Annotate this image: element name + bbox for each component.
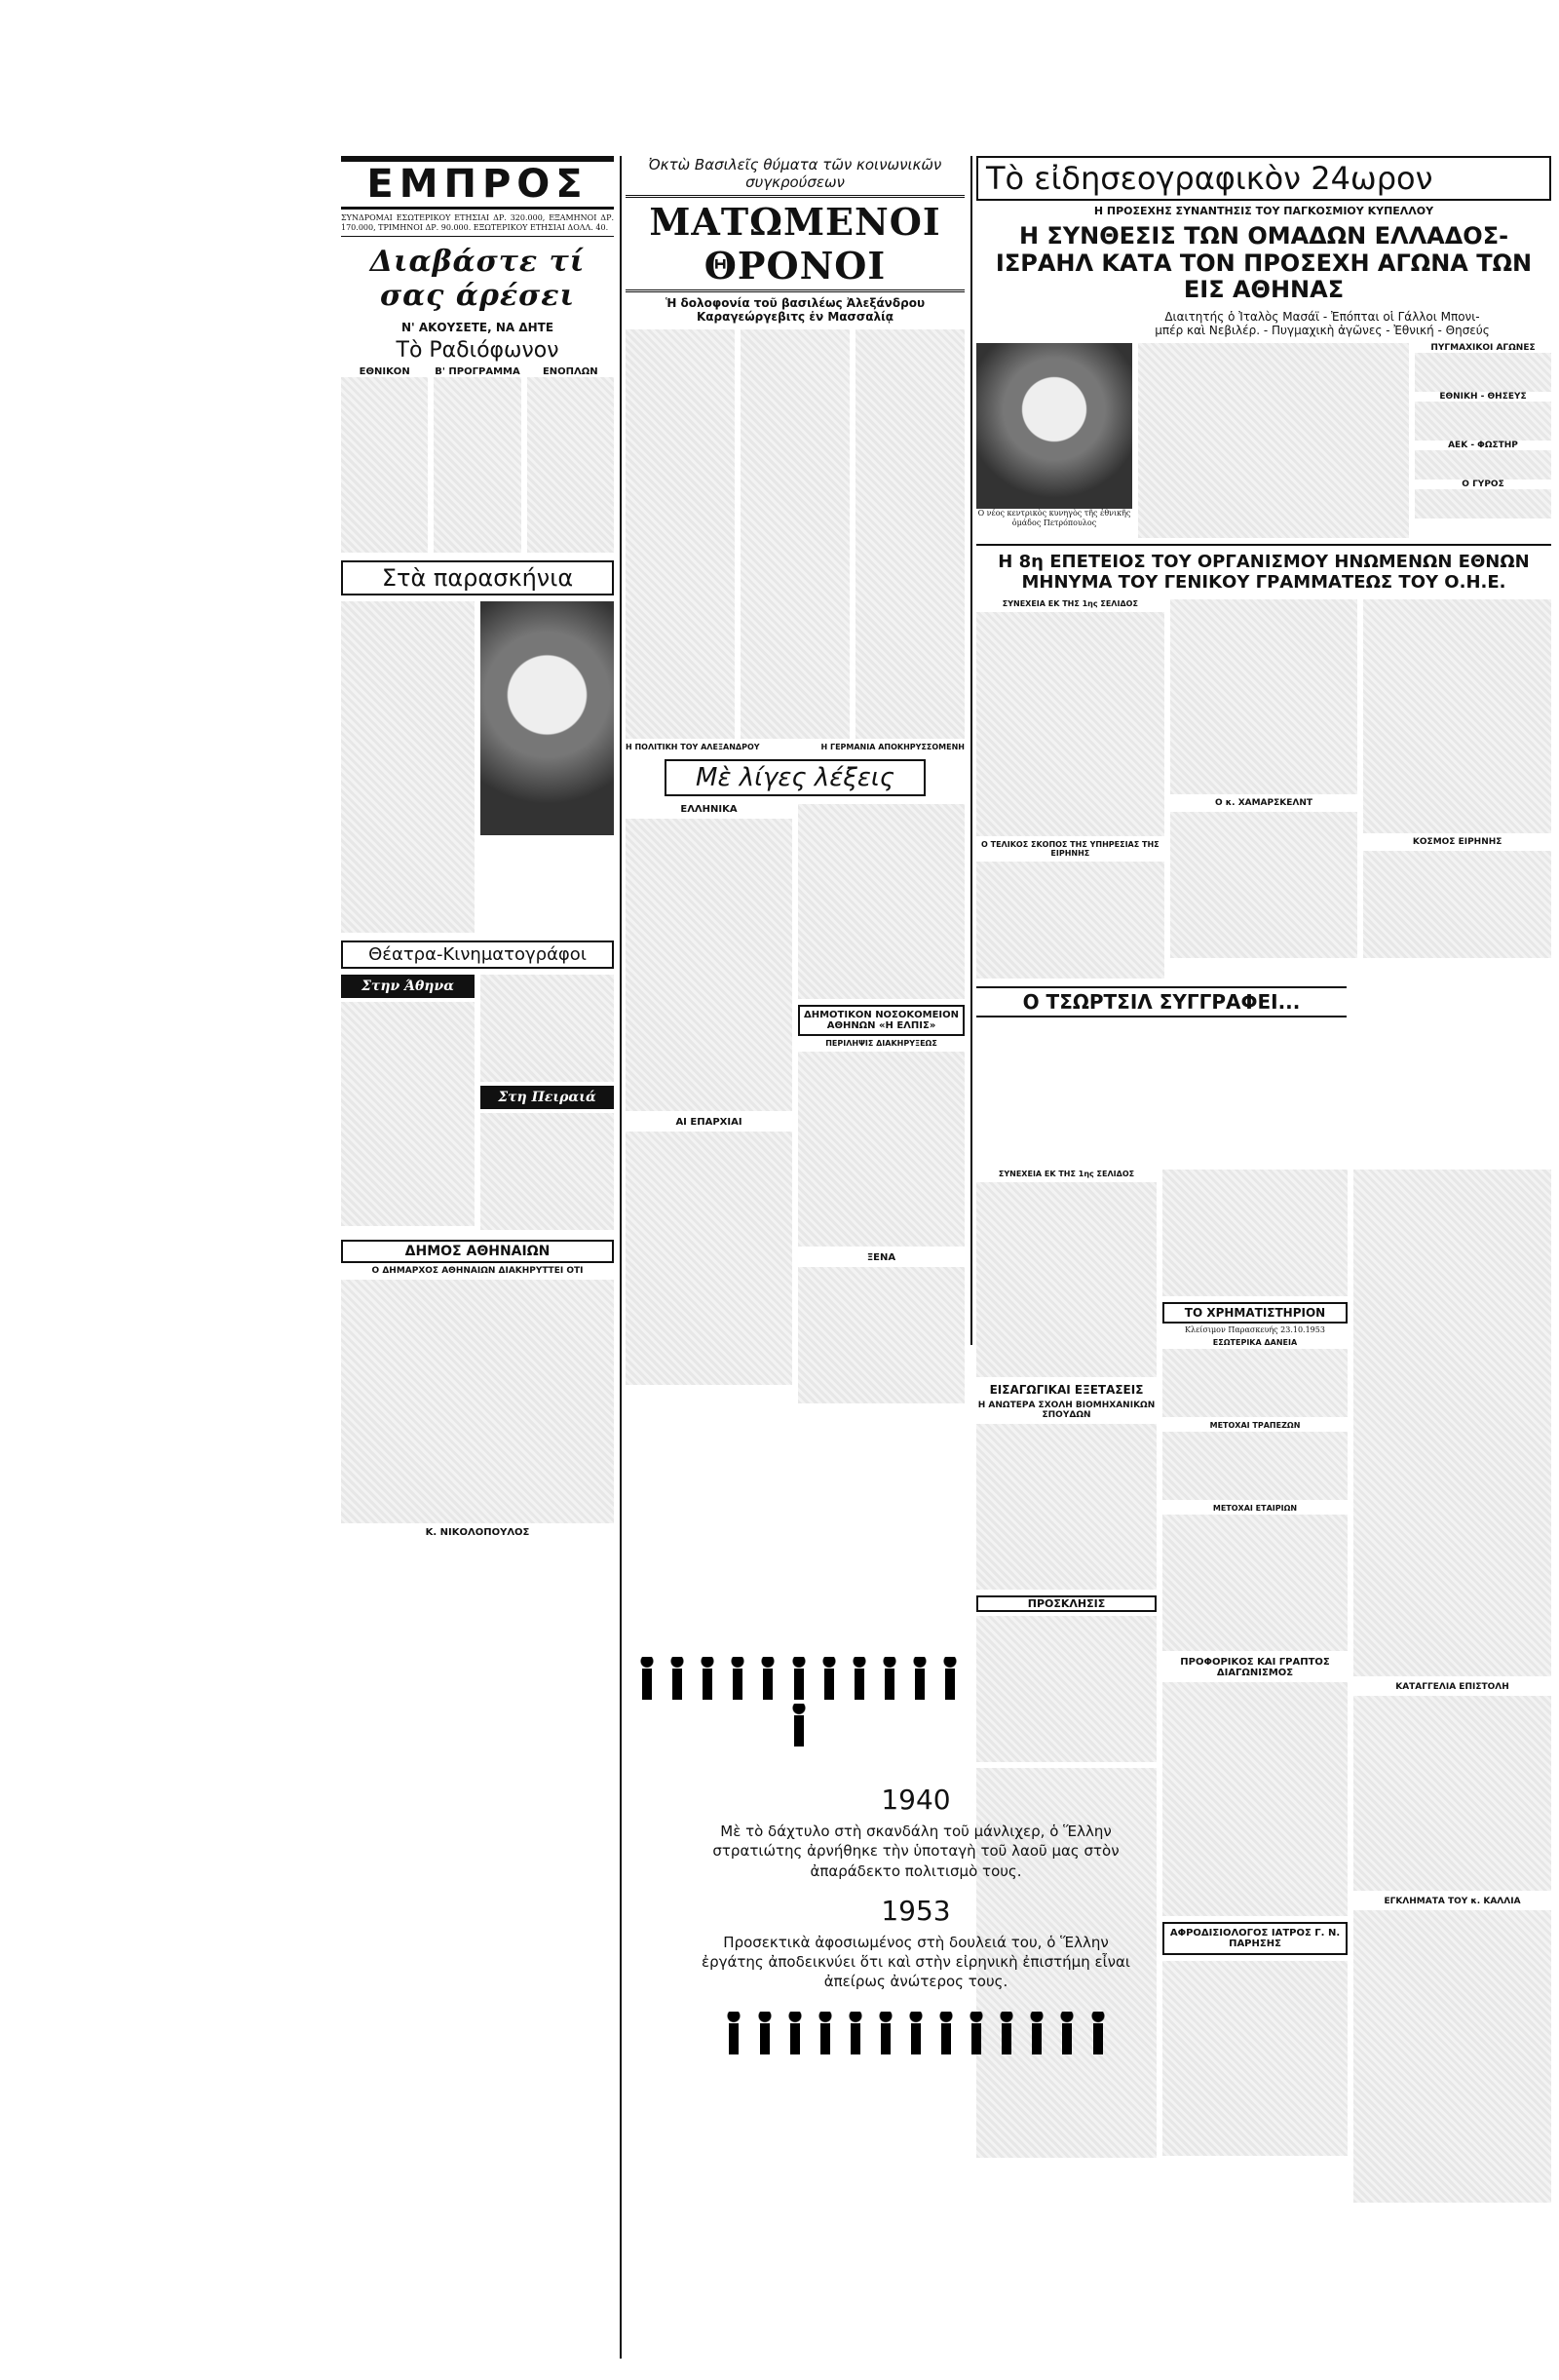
article-text bbox=[741, 329, 850, 739]
section-germania: Η ΓΕΡΜΑΝΙΑ ΑΠΟΚΗΡΥΣΣΟΜΕΝΗ bbox=[820, 743, 965, 751]
ad-peiraia: Στη Πειραιά bbox=[480, 1086, 614, 1109]
gyros-head: Ο ΓΥΡΟΣ bbox=[1462, 479, 1504, 489]
radio-b-programma: Β' ΠΡΟΓΡΑΜΜΑ bbox=[435, 366, 520, 377]
dimos-head: ΔΗΜΟΣ ΑΘΗΝΑΙΩΝ bbox=[341, 1240, 614, 1263]
radio-kicker: Ν' ΑΚΟΥΣΕΤΕ, ΝΑ ΔΗΤΕ bbox=[400, 321, 554, 334]
un-cont: ΣΥΝΕΧΕΙΑ ΕΚ ΤΗΣ 1ης ΣΕΛΙΔΟΣ bbox=[1002, 598, 1138, 608]
stock-head: ΤΟ ΧΡΗΜΑΤΙΣΤΗΡΙΟΝ bbox=[1162, 1302, 1348, 1324]
section-rule bbox=[976, 544, 1551, 546]
worker-figure bbox=[725, 2012, 742, 2054]
few-words-head: Μὲ λίγες λέξεις bbox=[665, 759, 926, 796]
stock-sec2: ΜΕΤΟΧΑΙ ΤΡΑΠΕΖΩΝ bbox=[1209, 1421, 1301, 1430]
ethniki-head: ΕΘΝΙΚΗ - ΘΗΣΕΥΣ bbox=[1439, 391, 1527, 402]
soldier-figure bbox=[790, 1704, 808, 1747]
subscription-note: ΣΥΝΔΡΟΜΑΙ ΕΣΩΤΕΡΙΚΟΥ ΕΤΗΣΙΑΙ ΔΡ. 320.000, ΕΞΑΜΗΝΟΙ ΔΡ. 170.000, ΤΡΙΜΗΝΟΙ ΔΡ. 90.000. ΕΞΩΤΕΡΙΚΟΥ ΕΤΗΣΙΑΙ ΔΟΛΛ. 40. bbox=[341, 213, 614, 237]
right-title: Τὸ εἰδησεογραφικὸν 24ωρον bbox=[976, 156, 1551, 201]
paraskinia-text bbox=[341, 601, 475, 933]
worker-figure bbox=[756, 2012, 774, 2054]
private-text bbox=[1162, 1682, 1348, 1916]
dimos-signature: Κ. ΝΙΚΟΛΟΠΟΥΛΟΣ bbox=[425, 1527, 530, 1538]
stock-sec3: ΜΕΤΟΧΑΙ ΕΤΑΙΡΙΩΝ bbox=[1212, 1504, 1298, 1513]
churchill-text bbox=[1162, 1170, 1348, 1296]
workers-row bbox=[643, 2012, 1189, 2058]
worker-figure bbox=[937, 2012, 955, 2054]
center-headline: ΜΑΤΩΜΕΝΟΙ ΘΡΟΝΟΙ bbox=[626, 195, 965, 292]
feature-text bbox=[643, 1784, 1189, 2058]
hospital-text bbox=[798, 1052, 965, 1247]
hammar-head: Ο κ. ΧΑΜΑΡΣΚΕΛΝΤ bbox=[1214, 797, 1313, 808]
soldier-figure bbox=[790, 1657, 808, 1700]
theatre-listings bbox=[480, 1113, 614, 1230]
center-column bbox=[626, 156, 965, 1403]
katagg-head: ΚΑΤΑΓΓΕΛΙΑ ΕΠΙΣΤΟΛΗ bbox=[1395, 1682, 1509, 1692]
churchill-text bbox=[1353, 1170, 1551, 1676]
soldier-figure bbox=[759, 1657, 777, 1700]
radio-text-block bbox=[527, 377, 614, 553]
stock-table bbox=[1162, 1515, 1348, 1651]
un-text bbox=[1363, 599, 1551, 833]
worker-figure bbox=[907, 2012, 925, 2054]
masthead: ΕΜΠΡΟΣ bbox=[341, 156, 614, 210]
left-column bbox=[341, 156, 614, 1538]
un-text bbox=[1170, 812, 1358, 958]
stock-table bbox=[1162, 1432, 1348, 1500]
churchill-cont: ΣΥΝΕΧΕΙΑ ΕΚ ΤΗΣ 1ης ΣΕΛΙΔΟΣ bbox=[998, 1170, 1135, 1178]
churchill-head: Ο ΤΣΩΡΤΣΙΛ ΣΥΓΓΡΑΦΕΙ... bbox=[976, 986, 1347, 1017]
column-rule bbox=[970, 156, 972, 1345]
column-rule bbox=[620, 156, 622, 2359]
right-sub: Η ΠΡΟΣΕΧΗΣ ΣΥΝΑΝΤΗΣΙΣ ΤΟΥ ΠΑΓΚΟΣΜΙΟΥ ΚΥΠΕΛΛΟΥ bbox=[1093, 205, 1434, 217]
worker-figure bbox=[817, 2012, 834, 2054]
school-text bbox=[976, 1424, 1157, 1590]
soldier-figure bbox=[881, 1657, 898, 1700]
year-1953: 1953 bbox=[881, 1894, 951, 1927]
theatre-listings bbox=[341, 1002, 475, 1226]
hospital-sub: ΠΕΡΙΛΗΨΙΣ ΔΙΑΚΗΡΥΞΕΩΣ bbox=[825, 1039, 937, 1048]
soldier-figure bbox=[941, 1657, 959, 1700]
kallia-head: ΕΓΚΛΗΜΑΤΑ ΤΟΥ κ. ΚΑΛΛΙΑ bbox=[1384, 1897, 1521, 1906]
sports-text bbox=[1138, 343, 1409, 538]
hospital-head: ΔΗΜΟΤΙΚΟΝ ΝΟΣΟΚΟΜΕΙΟΝ ΑΘΗΝΩΝ «Η ΕΛΠΙΣ» bbox=[798, 1005, 965, 1036]
eparchiai-head: ΑΙ ΕΠΑΡΧΙΑΙ bbox=[675, 1117, 742, 1128]
boxing-head: ΠΥΓΜΑΧΙΚΟΙ ΑΓΩΝΕΣ bbox=[1430, 342, 1536, 353]
motto: Διαβάστε τί σας άρέσει bbox=[369, 245, 586, 313]
soldier-figure bbox=[851, 1657, 868, 1700]
kosmos-head: ΚΟΣΜΟΣ ΕΙΡΗΝΗΣ bbox=[1412, 836, 1502, 847]
text-1953: Προσεκτικὰ ἀφοσιωμένος στὴ δουλειά του, ὁ Ἕλλην ἐργάτης ἀποδεικνύει ὅτι καὶ στὴν εἰρηνικὴ ἐπιστήμη εἶναι ἀπείρως ἀνώτερος τους. bbox=[702, 1933, 1131, 1991]
exams-head: ΕΙΣΑΓΩΓΙΚΑΙ ΕΞΕΤΑΣΕΙΣ bbox=[989, 1383, 1144, 1397]
paraskinia-head: Στὰ παρασκήνια bbox=[341, 560, 614, 595]
worker-figure bbox=[1058, 2012, 1076, 2054]
un-text bbox=[1363, 851, 1551, 958]
soldier-figure bbox=[699, 1657, 716, 1700]
stock-sec1: ΕΣΩΤΕΡΙΚΑ ΔΑΝΕΙΑ bbox=[1212, 1338, 1298, 1347]
katagg-text bbox=[1353, 1696, 1551, 1891]
right-deck: Διαιτητής ὁ Ἰταλὸς Μασάϊ - Ἐπόπται οἱ Γάλλοι Μπονι-μπέρ καὶ Νεβιλέρ. - Πυγμαχικὴ ἀγῶνες - Ἐθνική - Θησεύς bbox=[1155, 309, 1490, 337]
worker-figure bbox=[1028, 2012, 1046, 2054]
worker-figure bbox=[968, 2012, 985, 2054]
ad-athina: Στην Άθηνα bbox=[341, 975, 475, 998]
ellinika-text bbox=[626, 819, 792, 1111]
soldier-figure bbox=[911, 1657, 929, 1700]
soldier-figure bbox=[729, 1657, 746, 1700]
stock-table bbox=[1162, 1349, 1348, 1417]
dimos-text bbox=[341, 1280, 614, 1523]
kallia-text bbox=[1353, 1910, 1551, 2203]
soldier-figure bbox=[668, 1657, 686, 1700]
churchill-text bbox=[976, 1182, 1157, 1377]
center-kicker: Ὀκτὼ Βασιλεῖς θύματα τῶν κοινωνικῶν συγκρούσεων bbox=[648, 156, 942, 191]
lower-text bbox=[1162, 1961, 1348, 2156]
photo-caption: Ο νέος κεντρικὸς κυνηγὸς τῆς ἐθνικῆς ὁμάδος Πετρόπουλος bbox=[977, 508, 1131, 527]
private-head: ΠΡΟΦΟΡΙΚΟΣ ΚΑΙ ΓΡΑΠΤΟΣ ΔΙΑΓΩΝΙΣΜΟΣ bbox=[1180, 1657, 1330, 1678]
school-head: Η ΑΝΩΤΕΡΑ ΣΧΟΛΗ ΒΙΟΜΗΧΑΝΙΚΩΝ ΣΠΟΥΔΩΝ bbox=[977, 1401, 1156, 1420]
worker-figure bbox=[786, 2012, 804, 2054]
aek-text bbox=[1415, 450, 1551, 480]
dimos-sub: Ο ΔΗΜΑΡΧΟΣ ΑΘΗΝΑΙΩΝ ΔΙΑΚΗΡΥΤΤΕΙ ΟΤΙ bbox=[371, 1266, 584, 1276]
soldier-figure bbox=[638, 1657, 656, 1700]
ellinika-head: ΕΛΛΗΝΙΚΑ bbox=[680, 804, 738, 815]
center-subhead: Ἡ δολοφονία τοῦ βασιλέως Ἀλεξάνδρου Καραγεώργεβιτς ἐν Μασσαλίᾳ bbox=[665, 296, 926, 324]
ethniki-text bbox=[1415, 402, 1551, 441]
un-text bbox=[1170, 599, 1358, 794]
worker-figure bbox=[847, 2012, 864, 2054]
paraskinia-photo bbox=[480, 601, 614, 835]
stock-sub: Κλείσιμον Παρασκευής 23.10.1953 bbox=[1185, 1325, 1325, 1334]
theatre-head: Θέατρα-Κινηματογράφοι bbox=[341, 940, 614, 969]
radio-text-block bbox=[434, 377, 520, 553]
un-headline: Η 8η ΕΠΕΤΕΙΟΣ ΤΟΥ ΟΡΓΑΝΙΣΜΟΥ ΗΝΩΜΕΝΩΝ ΕΘΝΩΝ ΜΗΝΥΜΑ ΤΟΥ ΓΕΝΙΚΟΥ ΓΡΑΜΜΑΤΕΩΣ ΤΟΥ Ο.Η.Ε. bbox=[998, 551, 1530, 594]
invite-head: ΠΡΟΣΚΛΗΣΙΣ bbox=[976, 1595, 1157, 1612]
year-1940: 1940 bbox=[881, 1784, 951, 1816]
gyros-text bbox=[1415, 489, 1551, 518]
xena-text bbox=[798, 1267, 965, 1403]
soldier-figure bbox=[820, 1657, 838, 1700]
radio-ethnikon: ΕΘΝΙΚΟΝ bbox=[359, 366, 410, 377]
right-column bbox=[976, 156, 1551, 1017]
radio-enoplon: ΕΝΟΠΛΩΝ bbox=[542, 366, 598, 377]
player-photo bbox=[976, 343, 1132, 509]
radio-text-block bbox=[341, 377, 428, 553]
right-big-headline: Η ΣΥΝΘΕΣΙΣ ΤΩΝ ΟΜΑΔΩΝ ΕΛΛΑΔΟΣ-ΙΣΡΑΗΛ ΚΑΤΑ ΤΟΝ ΠΡΟΣΕΧΗ ΑΓΩΝΑ ΤΩΝ ΕΙΣ ΑΘΗΝΑΣ bbox=[995, 222, 1533, 304]
theatre-listings bbox=[480, 975, 614, 1082]
article-text bbox=[856, 329, 965, 739]
feature-1940-1953 bbox=[626, 1657, 971, 1750]
aek-head: ΑΕΚ - ΦΩΣΤΗΡ bbox=[1448, 440, 1518, 450]
doctor-ad: ΑΦΡΟΔΙΣΙΟΛΟΓΟΣ ΙΑΤΡΟΣ Γ. Ν. ΠΑΡΗΣΗΣ bbox=[1162, 1922, 1348, 1955]
xena-head: ΞΕΝΑ bbox=[866, 1252, 896, 1263]
soldiers-row bbox=[626, 1657, 971, 1750]
worker-figure bbox=[998, 2012, 1015, 2054]
text-1940: Μὲ τὸ δάχτυλο στὴ σκανδάλη τοῦ μάνλιχερ, ὁ Ἕλλην στρατιώτης ἀρνήθηκε τὴν ὑποταγὴ τοῦ λαοῦ μας στὸν ἀπαράδεκτο πολιτισμὸ τους. bbox=[712, 1823, 1120, 1880]
radio-title: Τὸ Ραδιόφωνον bbox=[396, 338, 559, 363]
section-politiki: Η ΠΟΛΙΤΙΚΗ ΤΟΥ ΑΛΕΞΑΝΔΡΟΥ bbox=[626, 743, 760, 751]
un-sub: Ο ΤΕΛΙΚΟΣ ΣΚΟΠΟΣ ΤΗΣ ΥΠΗΡΕΣΙΑΣ ΤΗΣ ΕΙΡΗΝΗΣ bbox=[981, 839, 1160, 858]
un-text bbox=[976, 612, 1164, 836]
article-text bbox=[626, 329, 735, 739]
worker-figure bbox=[1089, 2012, 1107, 2054]
worker-figure bbox=[877, 2012, 894, 2054]
boxing-text bbox=[1415, 353, 1551, 392]
news-text bbox=[798, 804, 965, 999]
eparchiai-text bbox=[626, 1132, 792, 1385]
un-text bbox=[976, 862, 1164, 979]
invite-text bbox=[976, 1616, 1157, 1762]
